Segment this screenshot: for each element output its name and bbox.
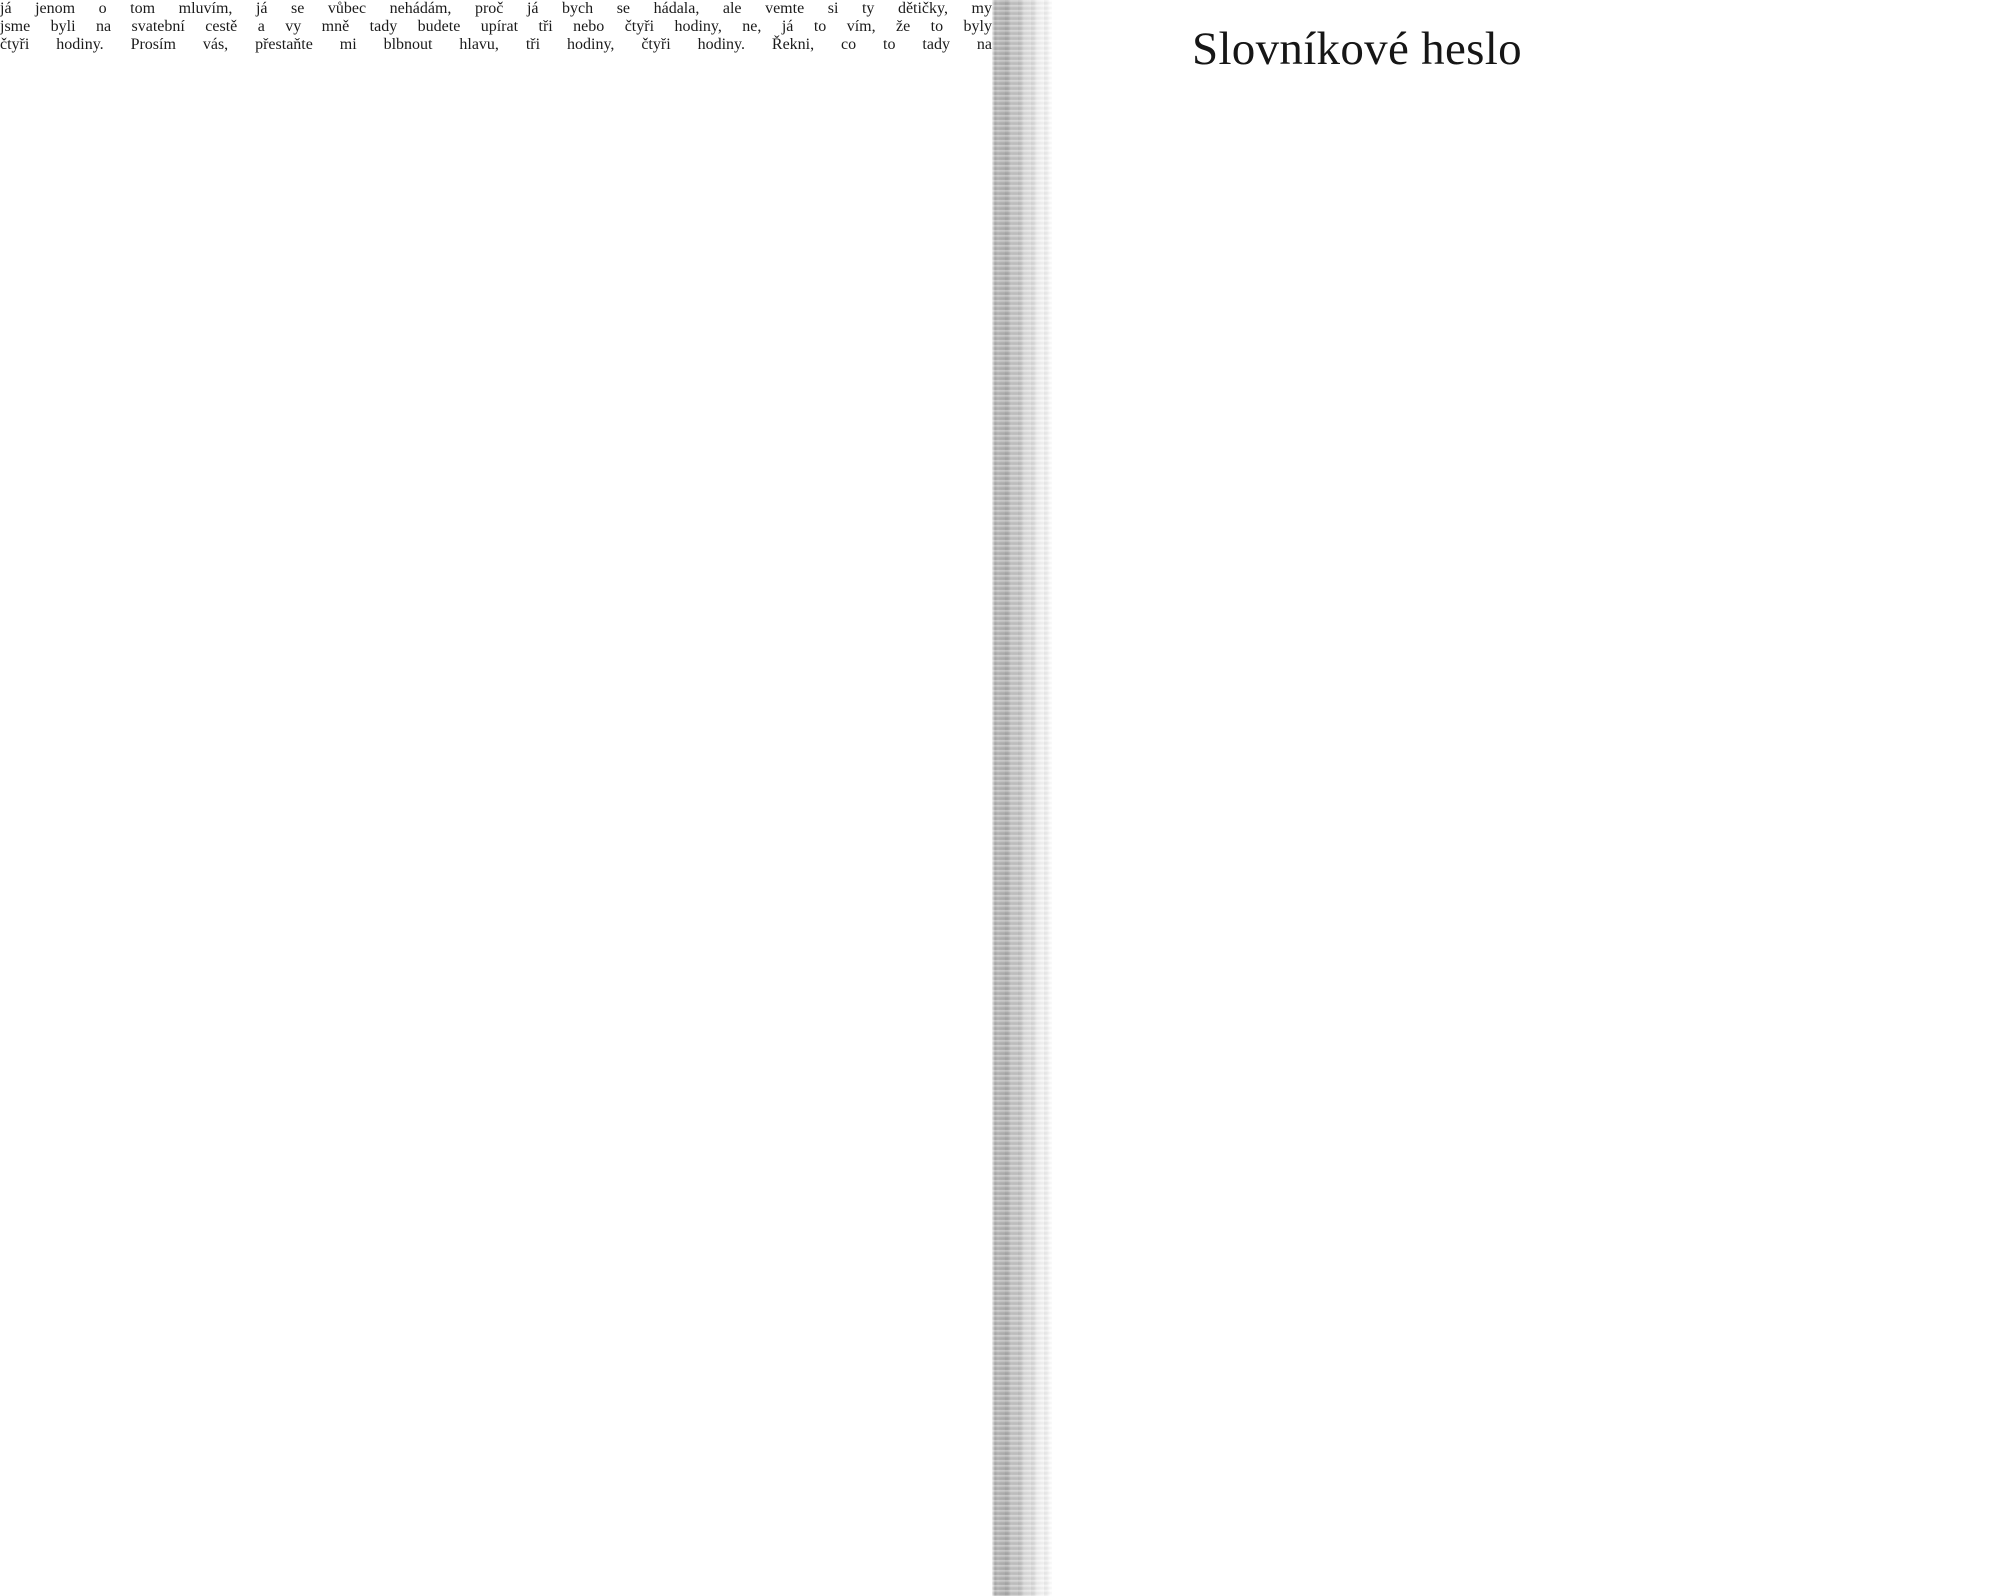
body-text-line: jsme byli na svatební cestě a vy mně tady budete upírat tři nebo čtyři hodiny, ne, já to vím, že to byly <box>0 18 992 35</box>
body-text-line: čtyři hodiny. Prosím vás, přestaňte mi blbnout hlavu, tři hodiny, čtyři hodiny. Řekni, co to tady na <box>0 36 992 53</box>
body-text-line: já jenom o tom mluvím, já se vůbec nehádám, proč já bych se hádala, ale vemte si ty dětičky, my <box>0 0 992 17</box>
right-page <box>1052 0 1999 1596</box>
chapter-title: Slovníkové heslo <box>1192 23 1522 75</box>
left-page <box>0 0 992 1596</box>
page-gutter-shadow <box>992 0 1052 1596</box>
